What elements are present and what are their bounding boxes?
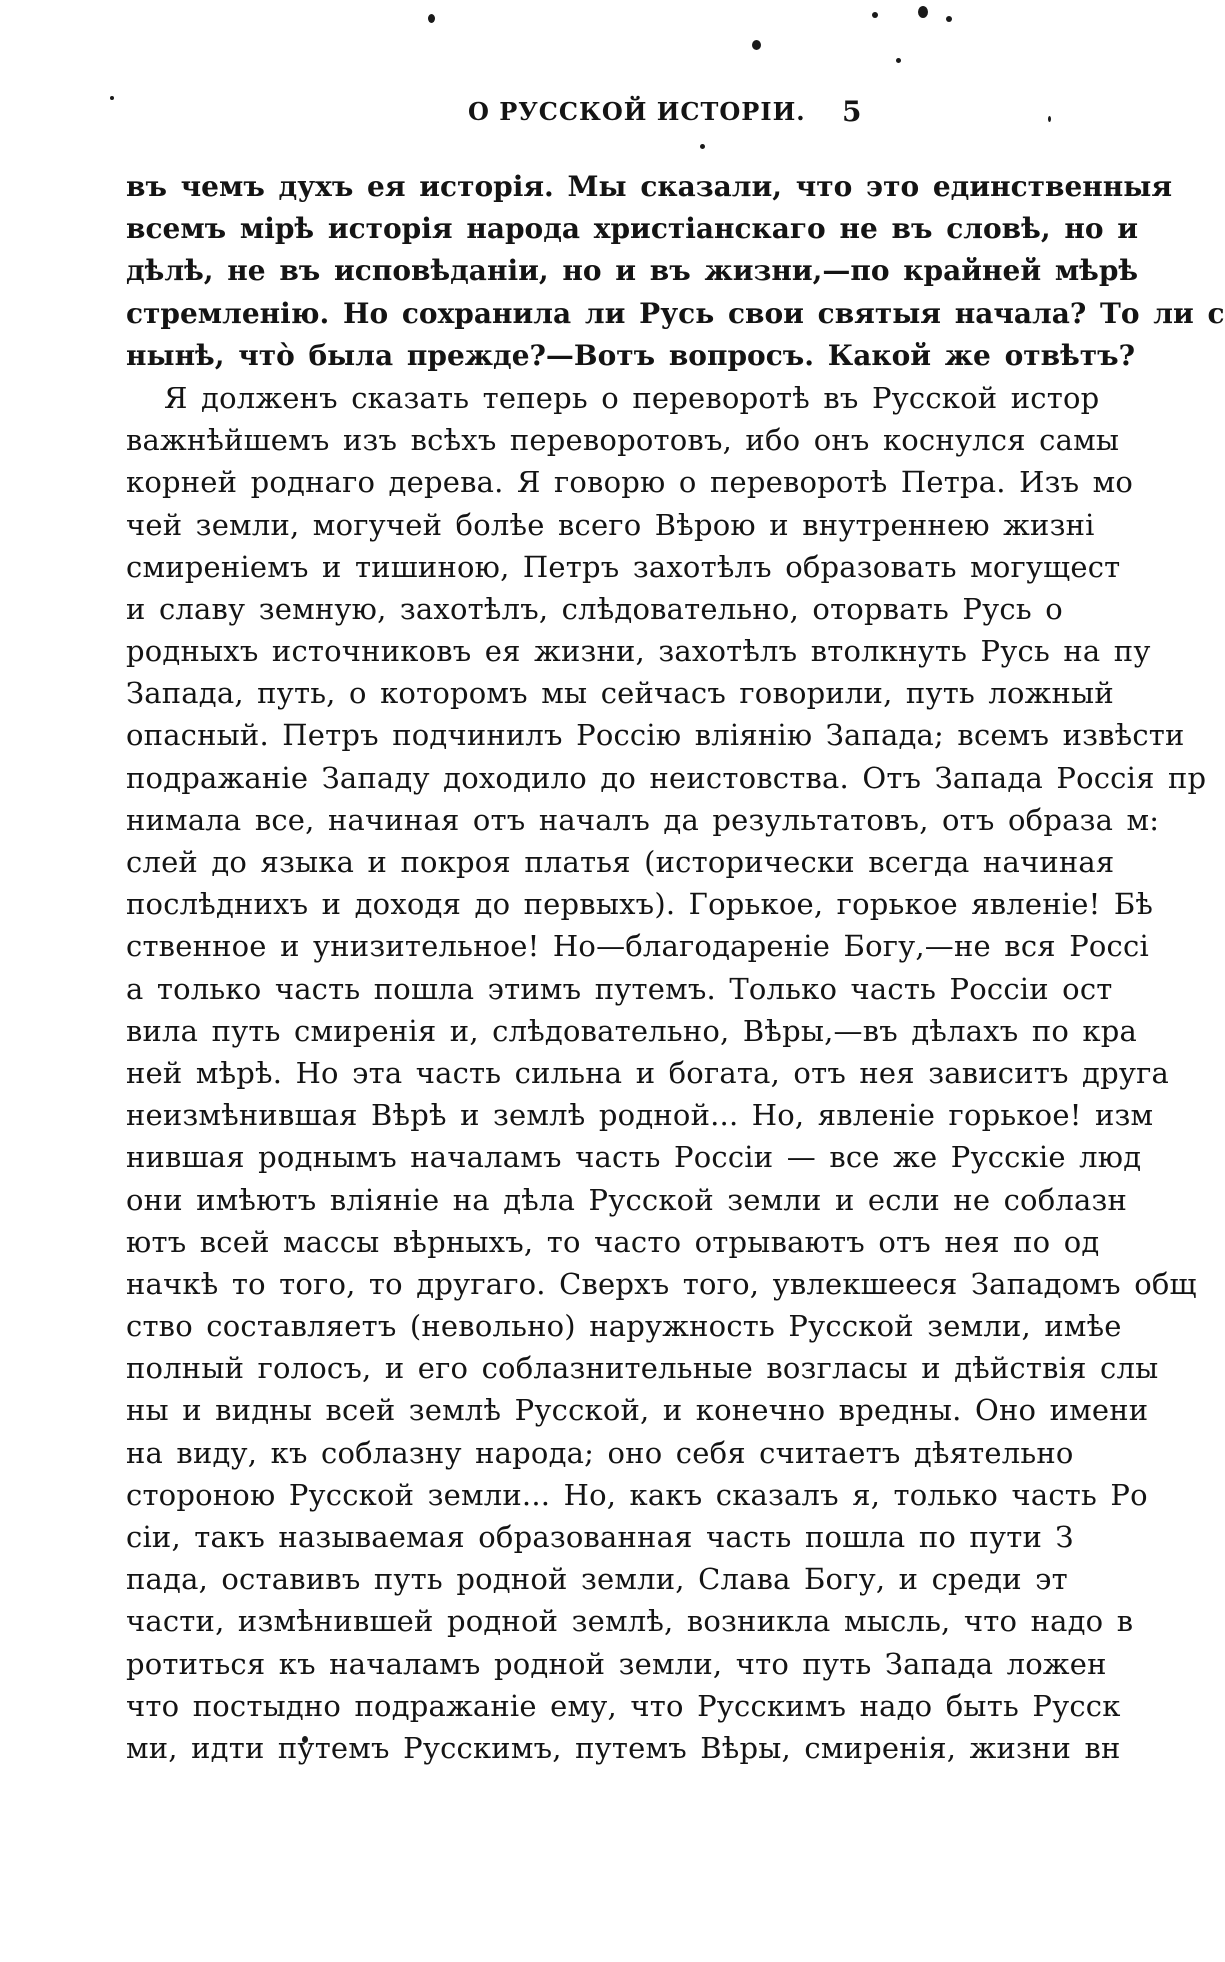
paragraph	[126, 377, 1207, 1769]
text-line: Запада, путь, о которомъ мы сейчасъ говорили, путь ложный	[126, 676, 1114, 711]
ink-speck	[896, 58, 901, 63]
text-line: нимала все, начиная отъ началъ да результатовъ, отъ образа м:	[126, 802, 1160, 837]
text-line: ство составляетъ (невольно) наружность Русской земли, имѣе	[126, 1309, 1122, 1344]
text-line: въ чемъ духъ ея исторія. Мы сказали, что это единственныя	[126, 170, 1173, 203]
text-line: ютъ всей массы вѣрныхъ, то часто отрываютъ отъ нея по од	[126, 1224, 1100, 1259]
text-line: стремленію. Но сохранила ли Русь свои святыя начала? То ли с	[126, 296, 1225, 330]
text-line: родныхъ источниковъ ея жизни, захотѣлъ втолкнуть Русь на пу	[126, 634, 1151, 669]
running-head: О РУССКОЙ ИСТОРІИ.	[468, 97, 806, 126]
body-text	[126, 166, 1225, 1765]
ink-speck	[428, 14, 435, 23]
ink-speck	[872, 12, 878, 18]
text-line: дѣлѣ, не въ исповѣданіи, но и въ жизни,—по крайней мѣрѣ	[126, 254, 1139, 288]
text-line: неизмѣнившая Вѣрѣ и землѣ родной... Но, явленіе горькое! изм	[126, 1098, 1154, 1133]
text-line: на виду, къ соблазну народа; оно себя считаетъ дѣятельно	[126, 1435, 1074, 1470]
text-line: что постыдно подражаніе ему, что Русскимъ надо быть Русск	[126, 1688, 1121, 1723]
text-line: стороною Русской земли... Но, какъ сказалъ я, только часть Ро	[126, 1477, 1148, 1512]
ink-speck	[918, 6, 928, 18]
text-line: смиреніемъ и тишиною, Петръ захотѣлъ образовать могущест	[126, 549, 1121, 584]
text-line: ственное и унизительное! Но—благодареніе Богу,—не вся Россі	[126, 929, 1149, 964]
ink-speck	[946, 16, 952, 22]
paragraph	[126, 166, 1225, 377]
ink-speck	[700, 144, 705, 149]
text-line: послѣднихъ и доходя до первыхъ). Горькое, горькое явленіе! Бѣ	[126, 887, 1154, 922]
text-line: важнѣйшемъ изъ всѣхъ переворотовъ, ибо онъ коснулся самы	[126, 423, 1120, 458]
text-line: а только часть пошла этимъ путемъ. Только часть Россіи ост	[126, 971, 1113, 1006]
text-line: ней мѣрѣ. Но эта часть сильна и богата, отъ нея зависитъ друга	[126, 1055, 1170, 1090]
text-line: чей земли, могучей болѣе всего Вѣрою и внутреннею жизні	[126, 507, 1095, 542]
text-line: начкѣ то того, то другаго. Сверхъ того, увлекшееся Западомъ общ	[126, 1266, 1197, 1301]
text-line: и славу земную, захотѣлъ, слѣдовательно, оторвать Русь о	[126, 591, 1063, 626]
text-line: опасный. Петръ подчинилъ Россію вліянію Запада; всемъ извѣсти	[126, 718, 1185, 753]
text-line: полный голосъ, и его соблазнительные возгласы и дѣйствія слы	[126, 1351, 1159, 1386]
text-line: слей до языка и покроя платья (исторически всегда начиная	[126, 845, 1115, 879]
text-line: Я долженъ сказать теперь о переворотѣ въ Русской истор	[164, 380, 1100, 415]
text-line: корней роднаго дерева. Я говорю о переворотѣ Петра. Изъ мо	[126, 465, 1134, 500]
text-line: вила путь смиренія и, слѣдовательно, Вѣры,—въ дѣлахъ по кра	[126, 1013, 1138, 1048]
text-line: ми, идти путемъ Русскимъ, путемъ Вѣры, смиренія, жизни вн	[126, 1730, 1121, 1765]
text-line: пада, оставивъ путь родной земли, Слава Богу, и среди эт	[126, 1562, 1068, 1597]
text-line: нившая роднымъ началамъ часть Россіи — все же Русскіе люд	[126, 1140, 1142, 1175]
ink-speck	[752, 40, 761, 50]
text-line: они имѣютъ вліяніе на дѣла Русской земли и если не соблазн	[126, 1182, 1128, 1217]
text-line: ны и видны всей землѣ Русской, и конечно вредны. Оно имени	[126, 1393, 1149, 1428]
text-line: нынѣ, что̀ была прежде?—Вотъ вопросъ. Какой же отвѣтъ?	[126, 338, 1136, 372]
text-line: сіи, такъ называемая образованная часть пошла по пути З	[126, 1520, 1074, 1554]
text-line: ротиться къ началамъ родной земли, что путь Запада ложен	[126, 1646, 1107, 1681]
text-line: подражаніе Западу доходило до неистовства. Отъ Запада Россія пр	[126, 760, 1207, 795]
page-number: 5	[842, 95, 862, 128]
page-header	[0, 92, 1140, 132]
text-line: части, измѣнившей родной землѣ, возникла мысль, что надо в	[126, 1604, 1134, 1639]
text-line: всемъ мірѣ исторія народа христіанскаго не въ словѣ, но и	[126, 212, 1139, 246]
